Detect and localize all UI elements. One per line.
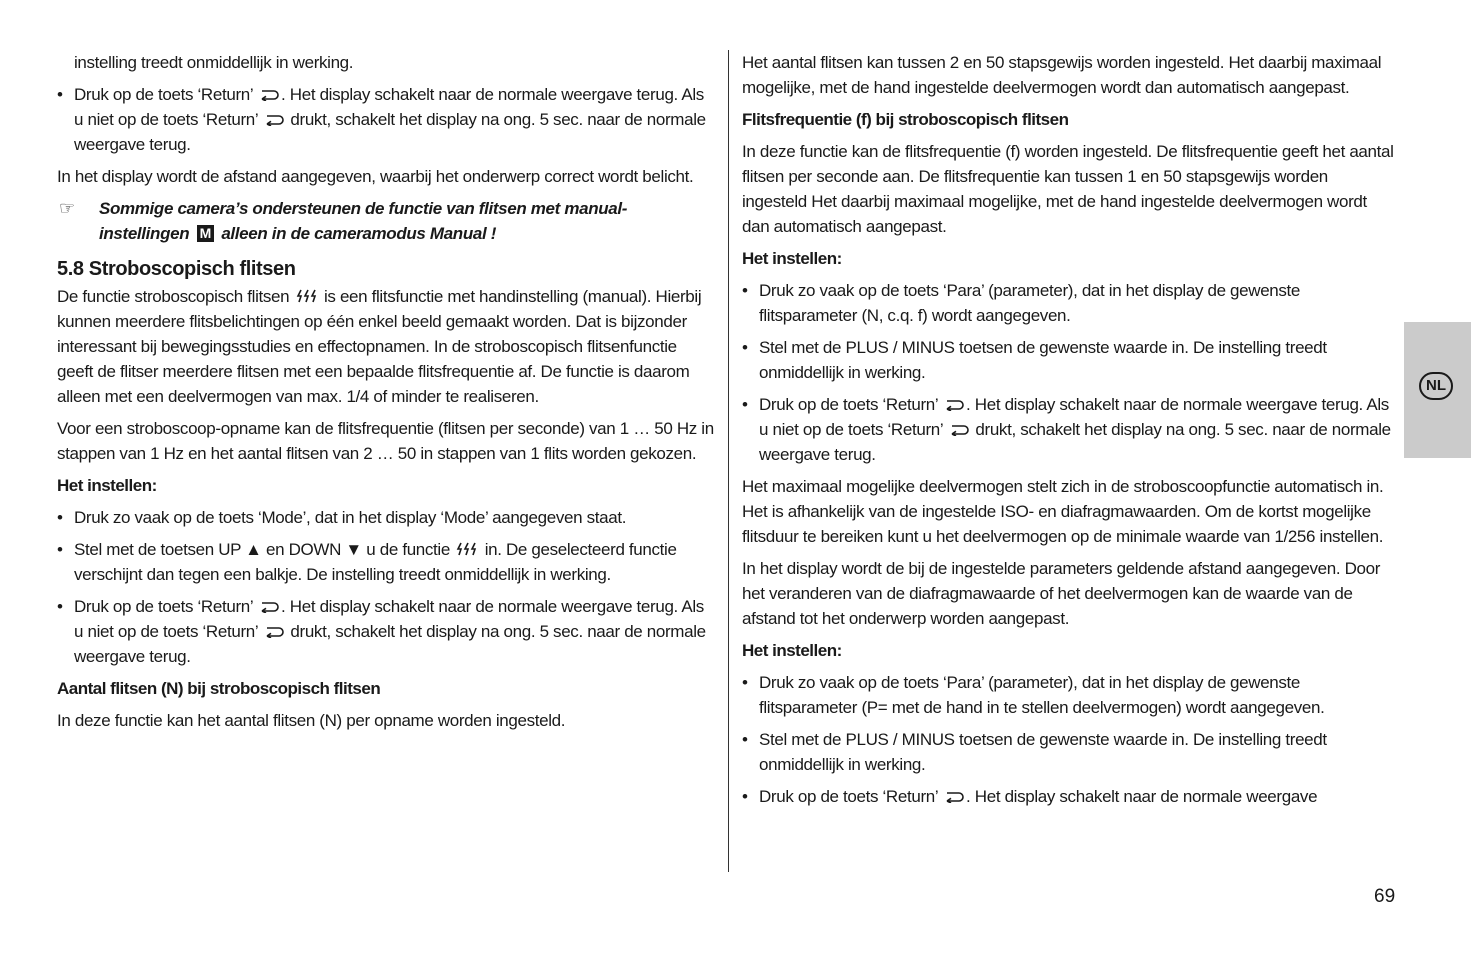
return-key-icon xyxy=(259,89,279,101)
pointing-hand-icon: ☞ xyxy=(59,198,75,218)
bullet-text: . Het display schakelt naar de normale weergave terug. Als u niet op de toets ‘Return’ xyxy=(74,85,704,129)
subheading: Het instellen: xyxy=(742,641,842,660)
bullet-dot: • xyxy=(742,787,748,806)
bullet-item-return xyxy=(57,594,715,669)
bullet-text: Druk op de toets ‘Return’ xyxy=(759,787,938,806)
bullet-text: Stel met de PLUS / MINUS toetsen de gewenste waarde in. De instelling treedt onmiddellijk in werking. xyxy=(759,338,1327,382)
section-heading: 5.8 Stroboscopisch flitsen xyxy=(57,258,296,280)
paragraph-text: De functie stroboscopisch flitsen xyxy=(57,287,290,306)
manual-mode-badge: M xyxy=(197,225,214,242)
bullet-dot: • xyxy=(57,85,63,104)
note-manual-mode xyxy=(57,196,715,246)
bullet-dot: • xyxy=(57,540,63,559)
paragraph: Het maximaal mogelijke deelvermogen stelt zich in de stroboscoopfunctie automatisch in. Het is afhankelijk van de ingestelde ISO- en diafragmawaarden. Om de kortst mogelijke flitsduur te bereiken kunt u het deelvermogen op de minimale waarde van 1/256 instellen. xyxy=(742,477,1384,546)
bullet-text: in. De geselecteerd functie verschijnt dan tegen een balkje. De instelling treedt onmiddellijk in werking. xyxy=(74,540,677,584)
return-key-icon xyxy=(944,791,964,803)
page-number: 69 xyxy=(1374,886,1396,907)
bullet-dot: • xyxy=(57,597,63,616)
bullet-item-return xyxy=(742,392,1397,467)
bullet-text: Stel met de toetsen UP ▲ en DOWN ▼ u de functie xyxy=(74,540,450,559)
bullet-text: drukt, schakelt het display na ong. 5 sec. naar de normale weergave terug. xyxy=(74,622,706,666)
language-label: NL xyxy=(1419,372,1453,400)
return-key-icon xyxy=(944,399,964,411)
bullet-item-para xyxy=(742,670,1397,720)
paragraph: Het aantal flitsen kan tussen 2 en 50 stapsgewijs worden ingesteld. Het daarbij maximaal mogelijke, met de hand ingestelde deelvermogen wordt dan automatisch aangepast. xyxy=(742,53,1382,97)
bullet-item-return xyxy=(57,82,715,157)
paragraph xyxy=(57,284,715,409)
language-tab xyxy=(1404,322,1471,458)
strobe-flash-icon xyxy=(456,542,478,556)
bullet-text: . Het display schakelt naar de normale weergave terug. Als u niet op de toets ‘Return’ xyxy=(74,597,704,641)
subheading: Flitsfrequentie (f) bij stroboscopisch flitsen xyxy=(742,110,1069,129)
bullet-item-mode xyxy=(57,505,715,530)
bullet-dot: • xyxy=(742,673,748,692)
subheading: Het instellen: xyxy=(742,249,842,268)
bullet-item-return xyxy=(742,784,1397,809)
paragraph: instelling treedt onmiddellijk in werking. xyxy=(74,53,354,72)
bullet-text: drukt, schakelt het display na ong. 5 sec. naar de normale weergave terug. xyxy=(74,110,706,154)
bullet-text: Druk op de toets ‘Return’ xyxy=(759,395,938,414)
bullet-text: . Het display schakelt naar de normale weergave terug. Als u niet op de toets ‘Return’ xyxy=(759,395,1389,439)
bullet-text: Stel met de PLUS / MINUS toetsen de gewenste waarde in. De instelling treedt onmiddellijk in werking. xyxy=(759,730,1327,774)
bullet-text: . Het display schakelt naar de normale weergave xyxy=(966,787,1318,806)
note-text: Sommige camera’s ondersteunen de functie van flitsen met manual-instellingen xyxy=(99,199,628,243)
right-column xyxy=(742,50,1397,816)
bullet-dot: • xyxy=(742,338,748,357)
bullet-text: drukt, schakelt het display na ong. 5 sec. naar de normale weergave terug. xyxy=(759,420,1391,464)
bullet-dot: • xyxy=(742,730,748,749)
return-key-icon xyxy=(259,601,279,613)
return-key-icon xyxy=(949,424,969,436)
bullet-text: Druk zo vaak op de toets ‘Para’ (parameter), dat in het display de gewenste flitsparameter (N, c.q. f) wordt aangegeven. xyxy=(759,281,1301,325)
bullet-item-para xyxy=(742,278,1397,328)
bullet-dot: • xyxy=(57,508,63,527)
paragraph: In deze functie kan het aantal flitsen (N) per opname worden ingesteld. xyxy=(57,711,566,730)
strobe-flash-icon xyxy=(296,289,318,303)
bullet-text: Druk zo vaak op de toets ‘Para’ (parameter), dat in het display de gewenste flitsparameter (P= met de hand in te stellen deelvermogen) wordt aangegeven. xyxy=(759,673,1325,717)
bullet-text: Druk op de toets ‘Return’ xyxy=(74,85,253,104)
left-column xyxy=(57,50,715,740)
paragraph: In het display wordt de afstand aangegeven, waarbij het onderwerp correct wordt belicht. xyxy=(57,167,694,186)
paragraph: In het display wordt de bij de ingestelde parameters geldende afstand aangegeven. Door het veranderen van de diafragmawaarde of het deelvermogen kan de waarde van de afstand tot het onderwerp worden aangepast. xyxy=(742,559,1381,628)
return-key-icon xyxy=(264,626,284,638)
paragraph-text: is een flitsfunctie met handinstelling (manual). Hierbij kunnen meerdere flitsbelichtingen op één enkel beeld gemaakt worden. Dat is bijzonder interessant bij bewegingsstudies en effectopnamen. In de stroboscopisch flitsenfunctie geeft de flitser meerdere flitsen met een bepaalde flitsfrequentie af. De functie is daarom alleen met een deelvermogen van max. 1/4 of minder te realiseren. xyxy=(57,287,702,406)
subheading: Aantal flitsen (N) bij stroboscopisch flitsen xyxy=(57,679,381,698)
paragraph: In deze functie kan de flitsfrequentie (f) worden ingesteld. De flitsfrequentie geeft het aantal flitsen per seconde aan. De flitsfrequentie kan tussen 1 en 50 stapsgewijs worden ingesteld Het daarbij maximaal mogelijke, met de hand ingestelde deelvermogen wordt dan automatisch aangepast. xyxy=(742,142,1394,236)
bullet-text: Druk op de toets ‘Return’ xyxy=(74,597,253,616)
bullet-item-up-down xyxy=(57,537,715,587)
return-key-icon xyxy=(264,114,284,126)
column-divider xyxy=(728,50,729,872)
subheading: Het instellen: xyxy=(57,476,157,495)
bullet-text: Druk zo vaak op de toets ‘Mode’, dat in het display ‘Mode’ aangegeven staat. xyxy=(74,508,627,527)
note-text: alleen in de cameramodus Manual ! xyxy=(221,224,497,243)
bullet-dot: • xyxy=(742,395,748,414)
bullet-item-plus-minus xyxy=(742,727,1397,777)
bullet-dot: • xyxy=(742,281,748,300)
bullet-item-plus-minus xyxy=(742,335,1397,385)
paragraph: Voor een stroboscoop-opname kan de flitsfrequentie (flitsen per seconde) van 1 … 50 Hz in stappen van 1 Hz en het aantal flitsen van 2 … 50 in stappen van 1 flits worden gekozen. xyxy=(57,419,714,463)
